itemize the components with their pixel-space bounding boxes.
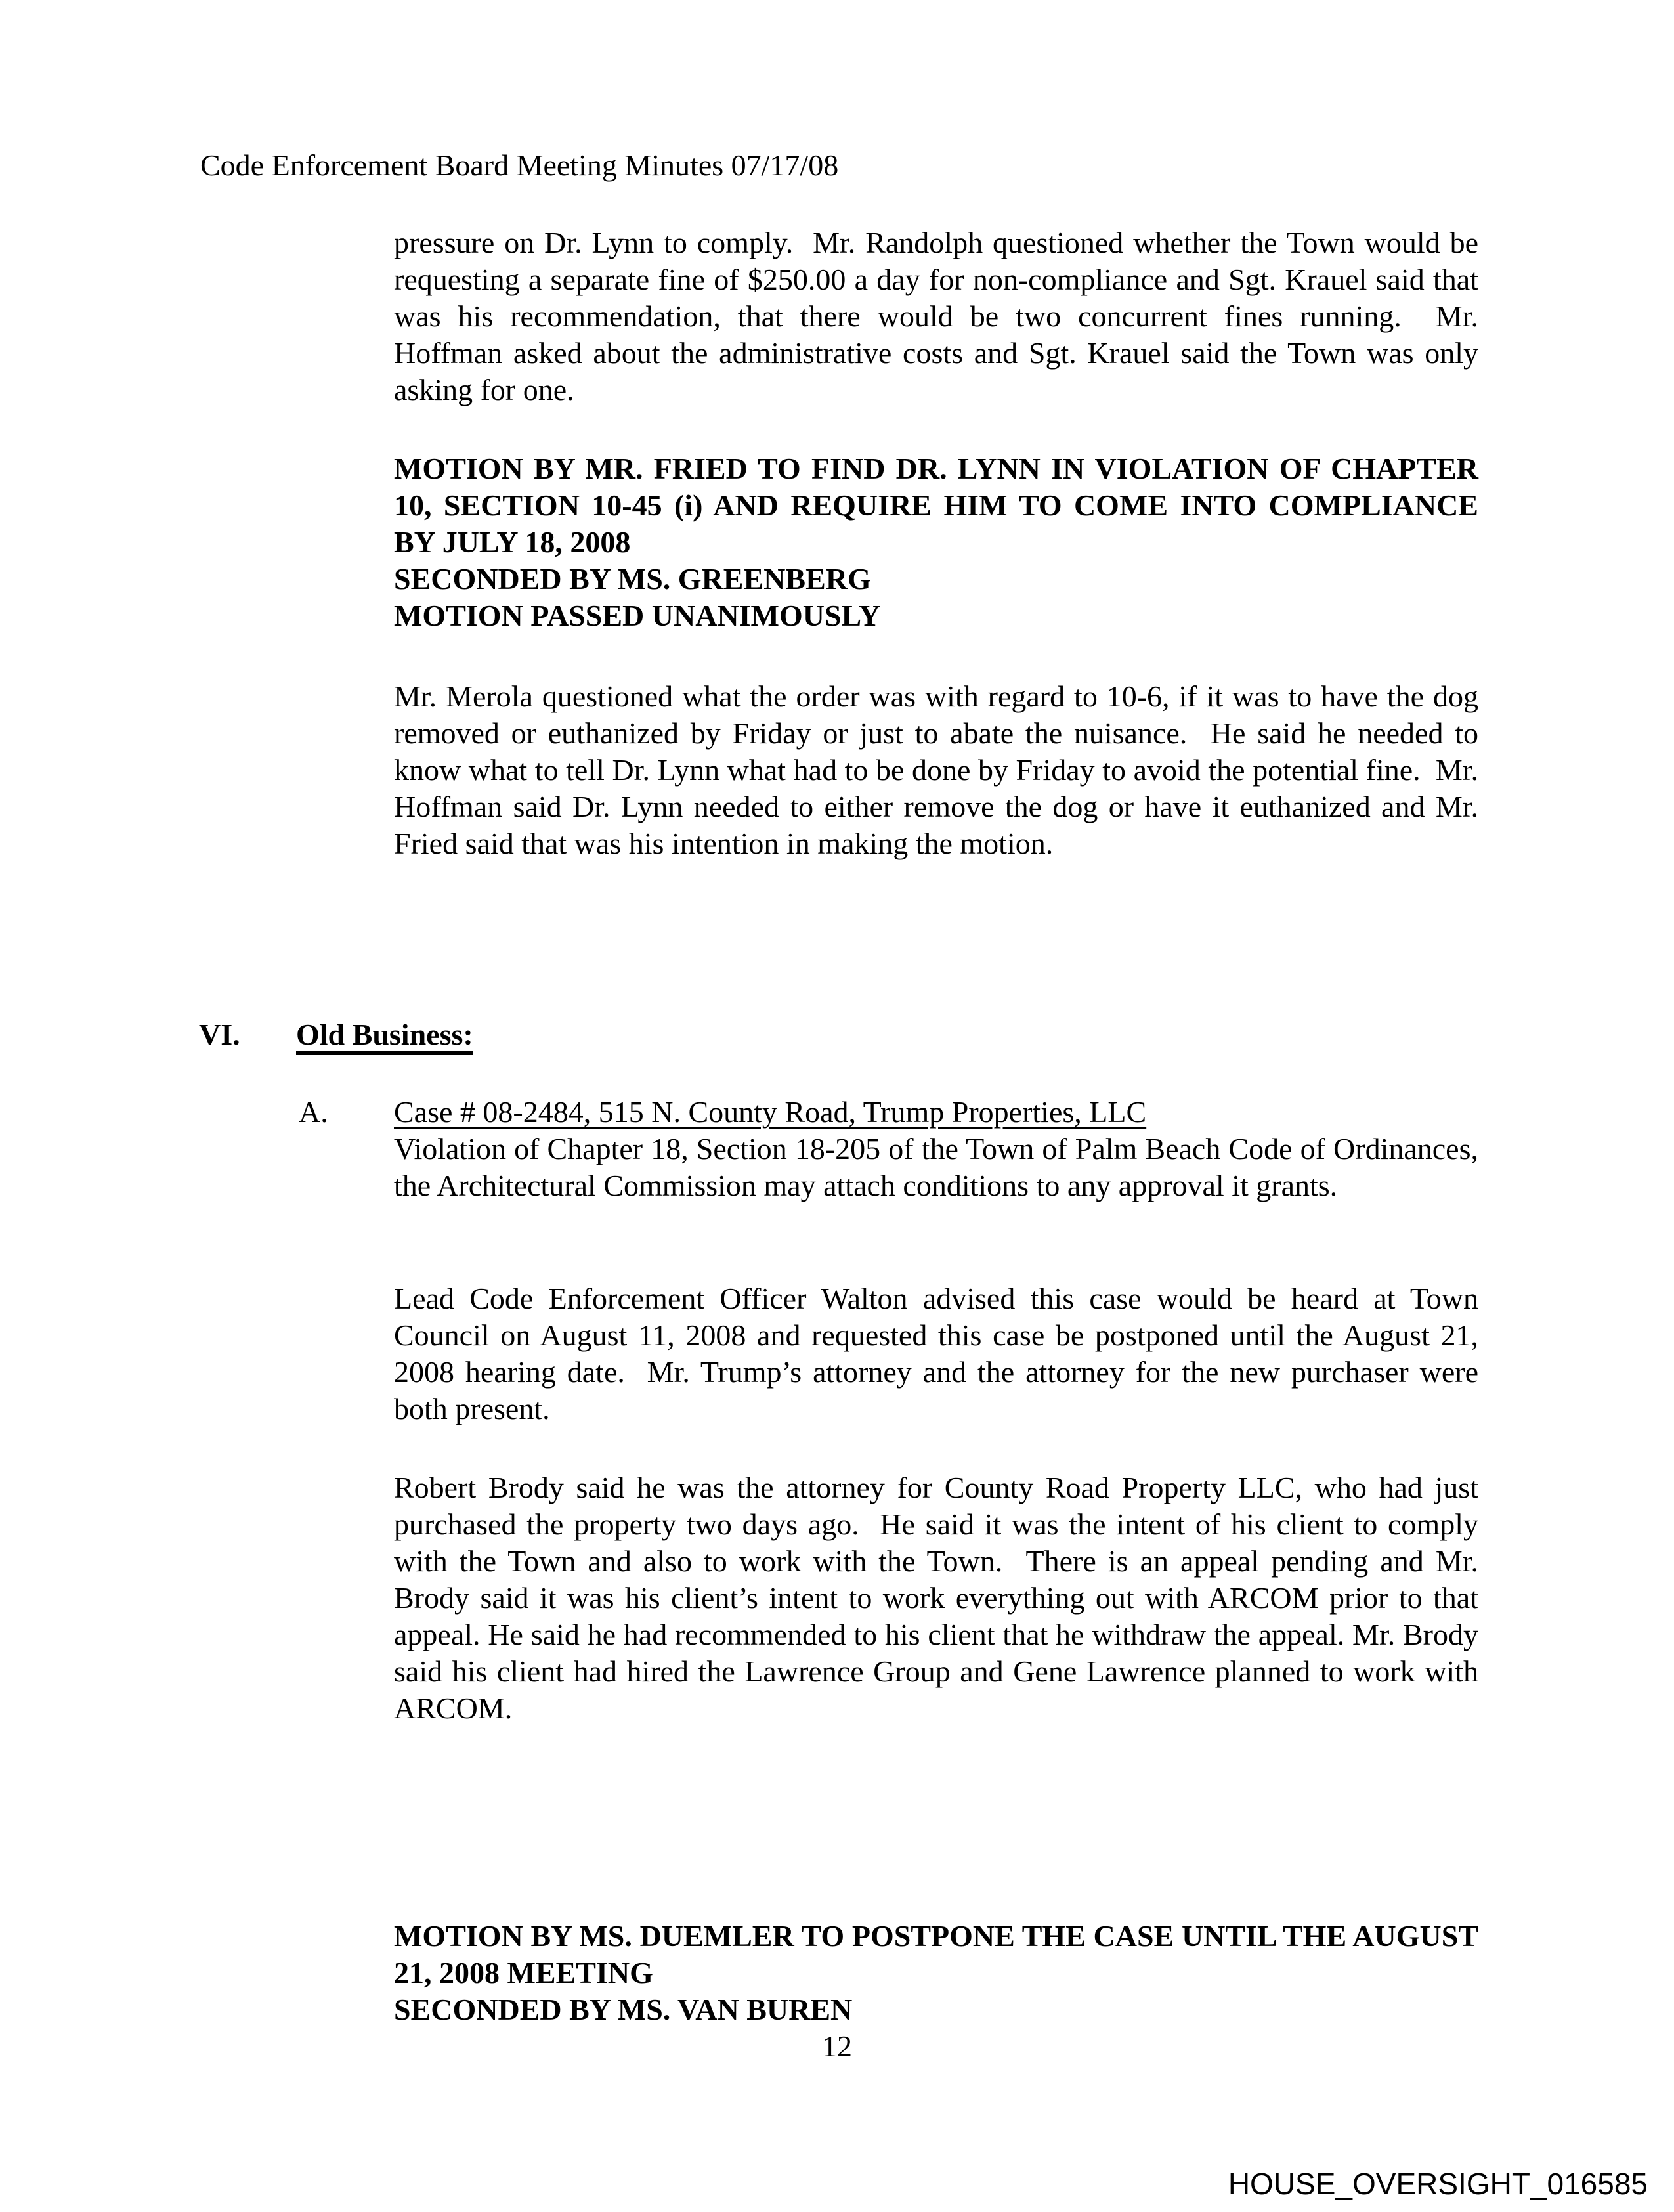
motion-duemler-seconded: SECONDED BY MS. VAN BUREN [394,1993,853,2026]
section-title: Old Business: [296,1018,473,1051]
paragraph-walton: Lead Code Enforcement Officer Walton advised this case would be heard at Town Council on August 11, 2008 and requested this case be postponed until the August 21, 2008 hearing date. Mr. Trump’s attorney and the attorney for the new purchaser were both present. [394,1282,1486,1425]
case-item-letter: A. [299,1095,328,1129]
motion-fried-text: MOTION BY MR. FRIED TO FIND DR. LYNN IN VIOLATION OF CHAPTER 10, SECTION 10-45 (i) AND REQUIRE HIM TO COME INTO COMPLIANCE BY JULY 18, 2008 [394,452,1486,559]
paragraph-merola: Mr. Merola questioned what the order was with regard to 10-6, if it was to have the dog removed or euthanized by Friday or just to abate the nuisance. He said he needed to know what to tell Dr. Lynn what had to be done by Friday to avoid the potential fine. Mr. Hoffman said Dr. Lynn needed to either remove the dog or have it euthanized and Mr. Fried said that was his intention in making the motion. [394,680,1486,860]
motion-fried-seconded: SECONDED BY MS. GREENBERG [394,562,871,596]
section-numeral: VI. [199,1018,240,1051]
bates-number: HOUSE_OVERSIGHT_016585 [1228,2167,1648,2201]
case-block [394,1094,1486,1204]
motion-fried-result: MOTION PASSED UNANIMOUSLY [394,599,881,632]
page-number: 12 [822,2029,852,2063]
motion-fried-block [394,450,1486,634]
motion-duemler-text: MOTION BY MS. DUEMLER TO POSTPONE THE CASE UNTIL THE AUGUST 21, 2008 MEETING [394,1919,1486,1989]
motion-duemler-block [394,1918,1486,2028]
case-title: Case # 08-2484, 515 N. County Road, Trump Properties, LLC [394,1095,1147,1129]
page-header: Code Enforcement Board Meeting Minutes 07/17/08 [200,148,839,182]
case-description: Violation of Chapter 18, Section 18-205 of the Town of Palm Beach Code of Ordinances, the Architectural Commission may attach conditions to any approval it grants. [394,1132,1486,1202]
paragraph-brody: Robert Brody said he was the attorney for County Road Property LLC, who had just purchased the property two days ago. He said it was the intent of his client to comply with the Town and also to work with the Town. There is an appeal pending and Mr. Brody said it was his client’s intent to work everything out with ARCOM prior to that appeal. He said he had recommended to his client that he withdraw the appeal. Mr. Brody said his client had hired the Lawrence Group and Gene Lawrence planned to work with ARCOM. [394,1471,1486,1725]
paragraph-fine-discussion: pressure on Dr. Lynn to comply. Mr. Randolph questioned whether the Town would be requesting a separate fine of $250.00 a day for non-compliance and Sgt. Krauel said that was his recommendation, that there would be two concurrent fines running. Mr. Hoffman asked about the administrative costs and Sgt. Krauel said the Town was only asking for one. [394,226,1486,406]
